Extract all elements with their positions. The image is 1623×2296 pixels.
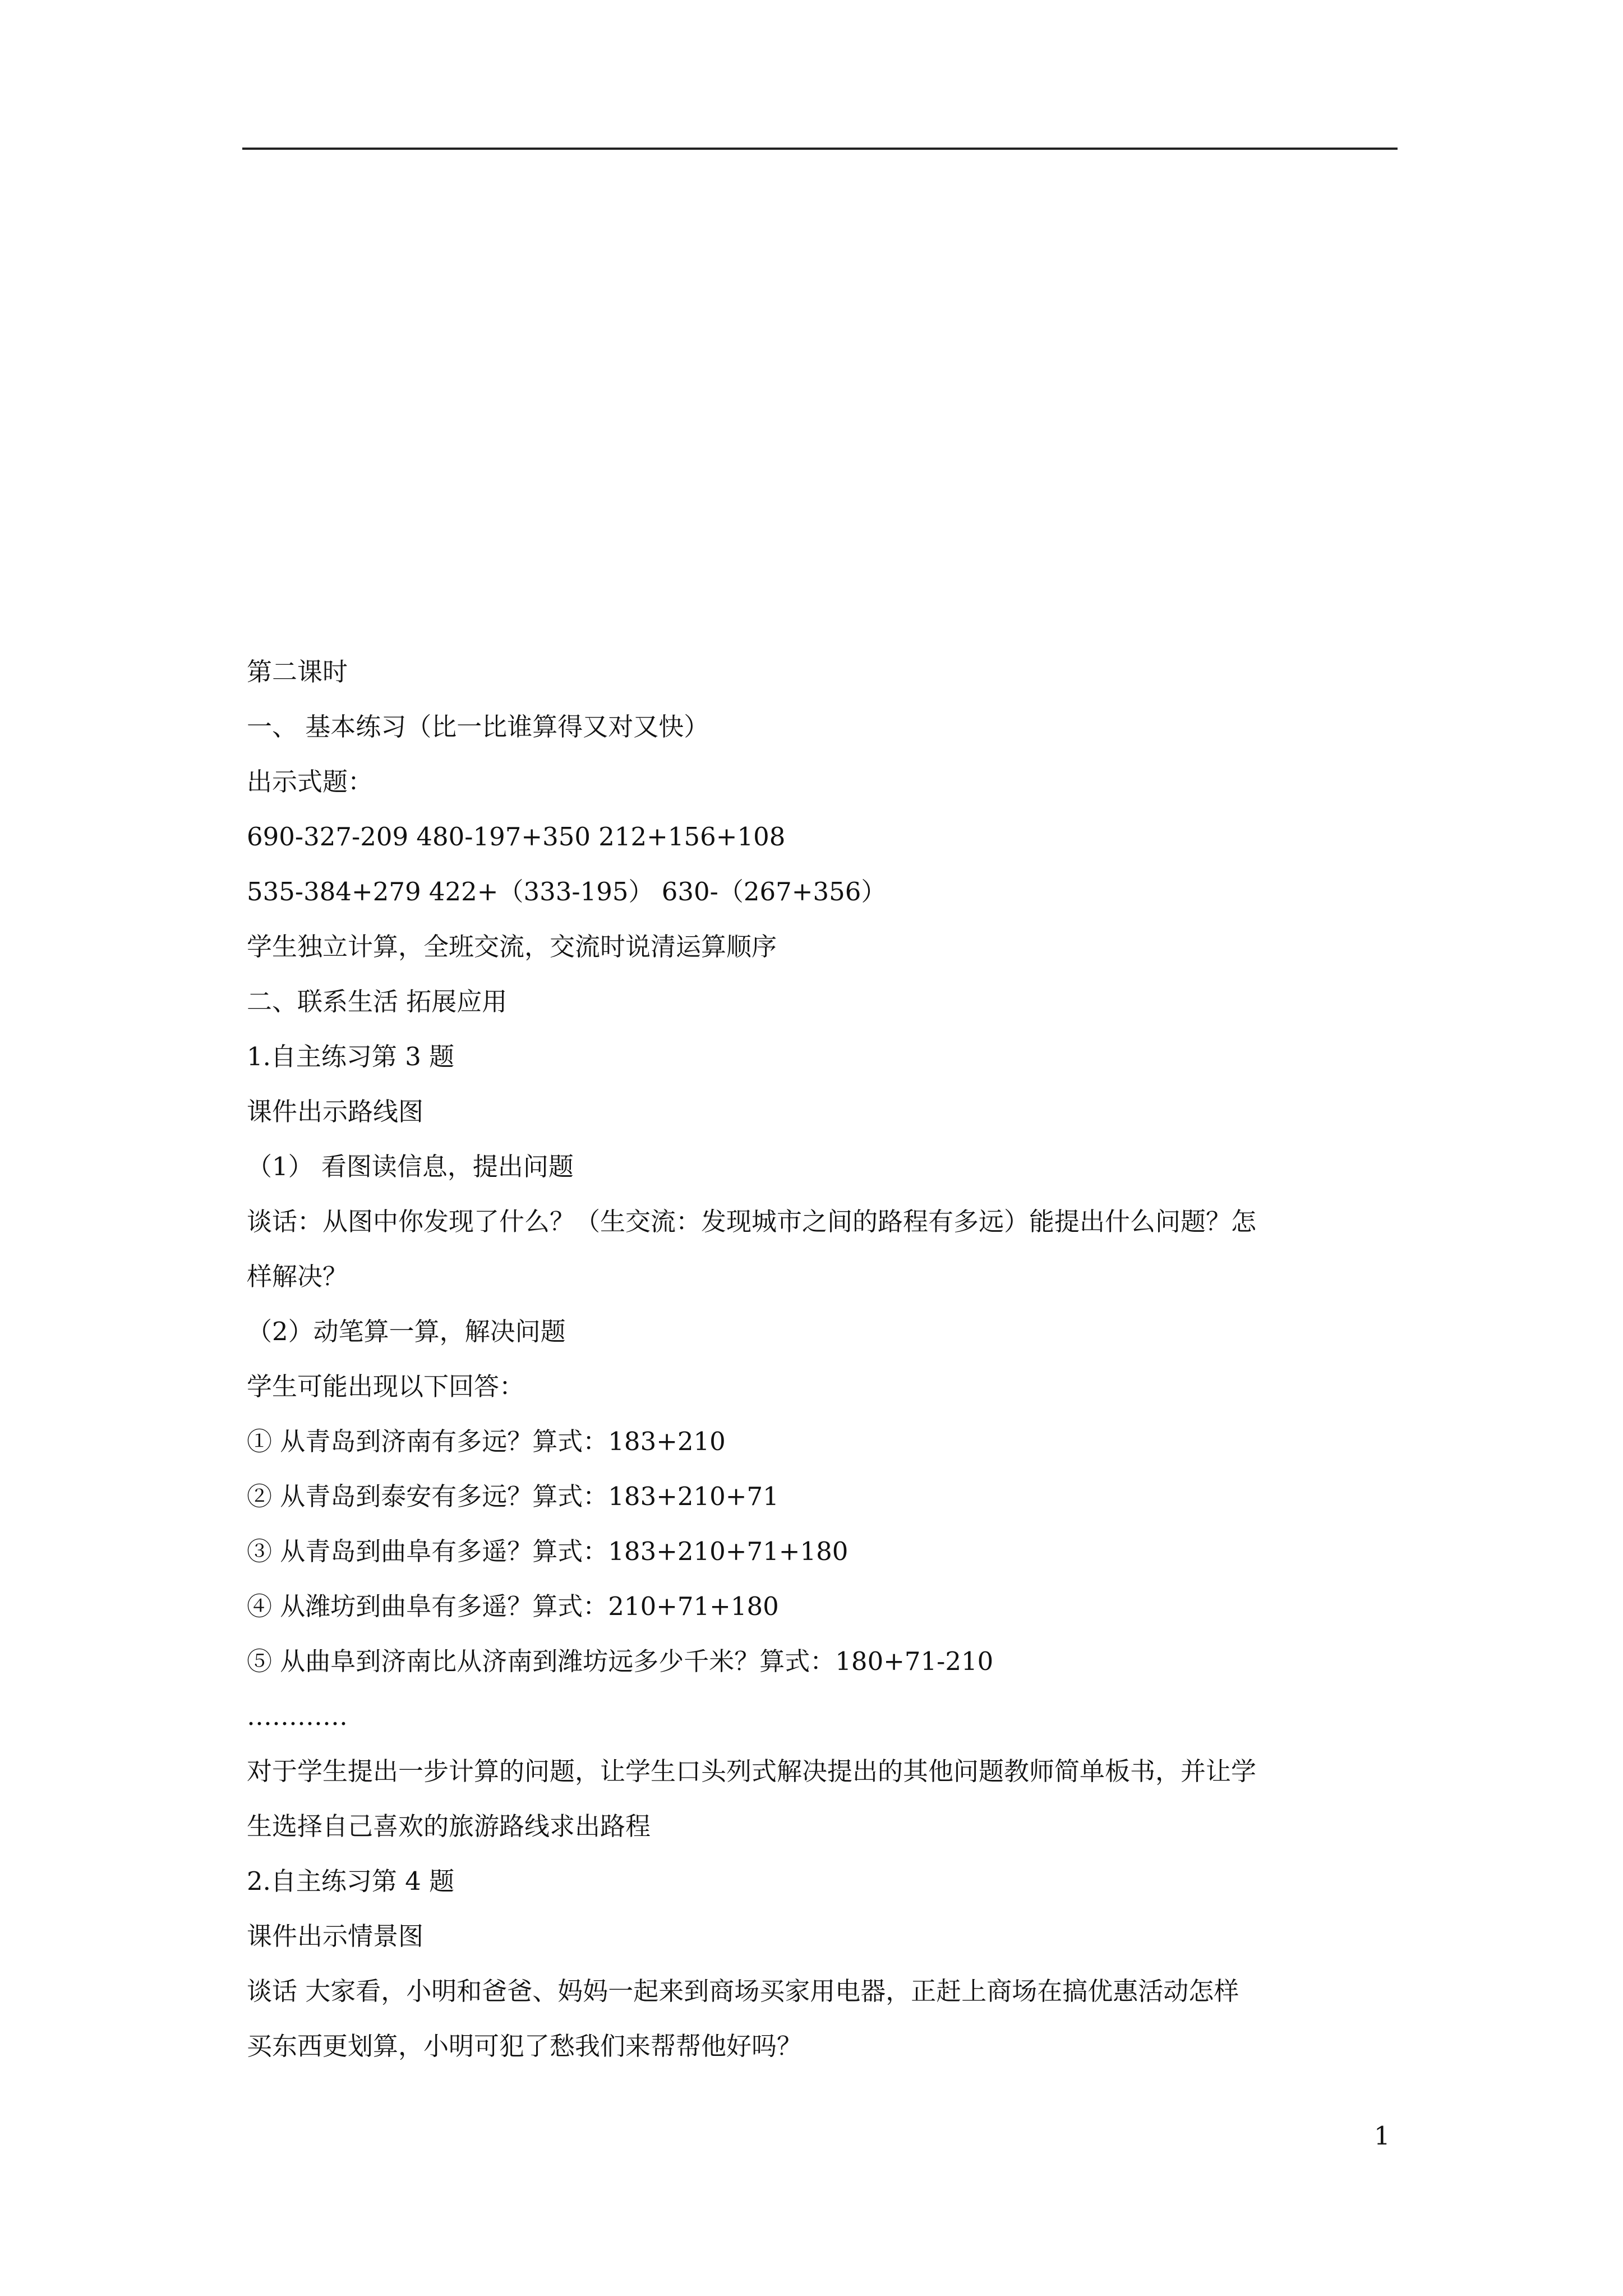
- paragraph-line: 学生可能出现以下回答：: [247, 1372, 525, 1401]
- paragraph-line: 对于学生提出一步计算的问题，让学生口头列式解决提出的其他问题教师简单板书，并让学: [247, 1756, 1257, 1786]
- exercise-line-2: 535-384+279 422+（333-195） 630-（267+356）: [247, 877, 887, 907]
- answer-item-4: ④ 从潍坊到曲阜有多遥？算式：210+71+180: [247, 1591, 779, 1621]
- ellipsis-line: …………: [247, 1701, 348, 1731]
- paragraph-line: 样解决？: [247, 1262, 348, 1291]
- lesson-title: 第二课时: [247, 657, 348, 687]
- paragraph-line: 学生独立计算，全班交流，交流时说清运算顺序: [247, 932, 777, 961]
- paragraph-line: 课件出示情景图: [247, 1921, 424, 1951]
- page-number: 1: [1374, 2121, 1390, 2151]
- paragraph-line: 买东西更划算，小明可犯了愁我们来帮帮他好吗？: [247, 2031, 803, 2061]
- answer-item-1: ① 从青岛到济南有多远？算式：183+210: [247, 1427, 726, 1456]
- subheading-1: 1.自主练习第 3 题: [247, 1042, 455, 1071]
- subheading-2: 2.自主练习第 4 题: [247, 1866, 455, 1896]
- section-heading-2: 二、联系生活 拓展应用: [247, 987, 508, 1016]
- section-heading-1: 一、 基本练习（比一比谁算得又对又快）: [247, 712, 709, 742]
- paragraph-line: 生选择自己喜欢的旅游路线求出路程: [247, 1811, 651, 1841]
- step-2: （2）动笔算一算，解决问题: [247, 1317, 566, 1346]
- paragraph-line: 谈话 大家看，小明和爸爸、妈妈一起来到商场买家用电器，正赶上商场在搞优惠活动怎样: [247, 1976, 1239, 2006]
- answer-item-5: ⑤ 从曲阜到济南比从济南到潍坊远多少千米？算式：180+71-210: [247, 1646, 994, 1676]
- header-rule: [242, 148, 1398, 150]
- exercise-line-1: 690-327-209 480-197+350 212+156+108: [247, 822, 786, 852]
- answer-item-2: ② 从青岛到泰安有多远？算式：183+210+71: [247, 1481, 779, 1511]
- paragraph-line: 谈话：从图中你发现了什么？（生交流：发现城市之间的路程有多远）能提出什么问题？怎: [247, 1207, 1257, 1236]
- paragraph-line: 出示式题：: [247, 767, 374, 797]
- answer-item-3: ③ 从青岛到曲阜有多遥？算式：183+210+71+180: [247, 1536, 849, 1566]
- paragraph-line: 课件出示路线图: [247, 1097, 424, 1126]
- step-1: （1） 看图读信息，提出问题: [247, 1152, 574, 1181]
